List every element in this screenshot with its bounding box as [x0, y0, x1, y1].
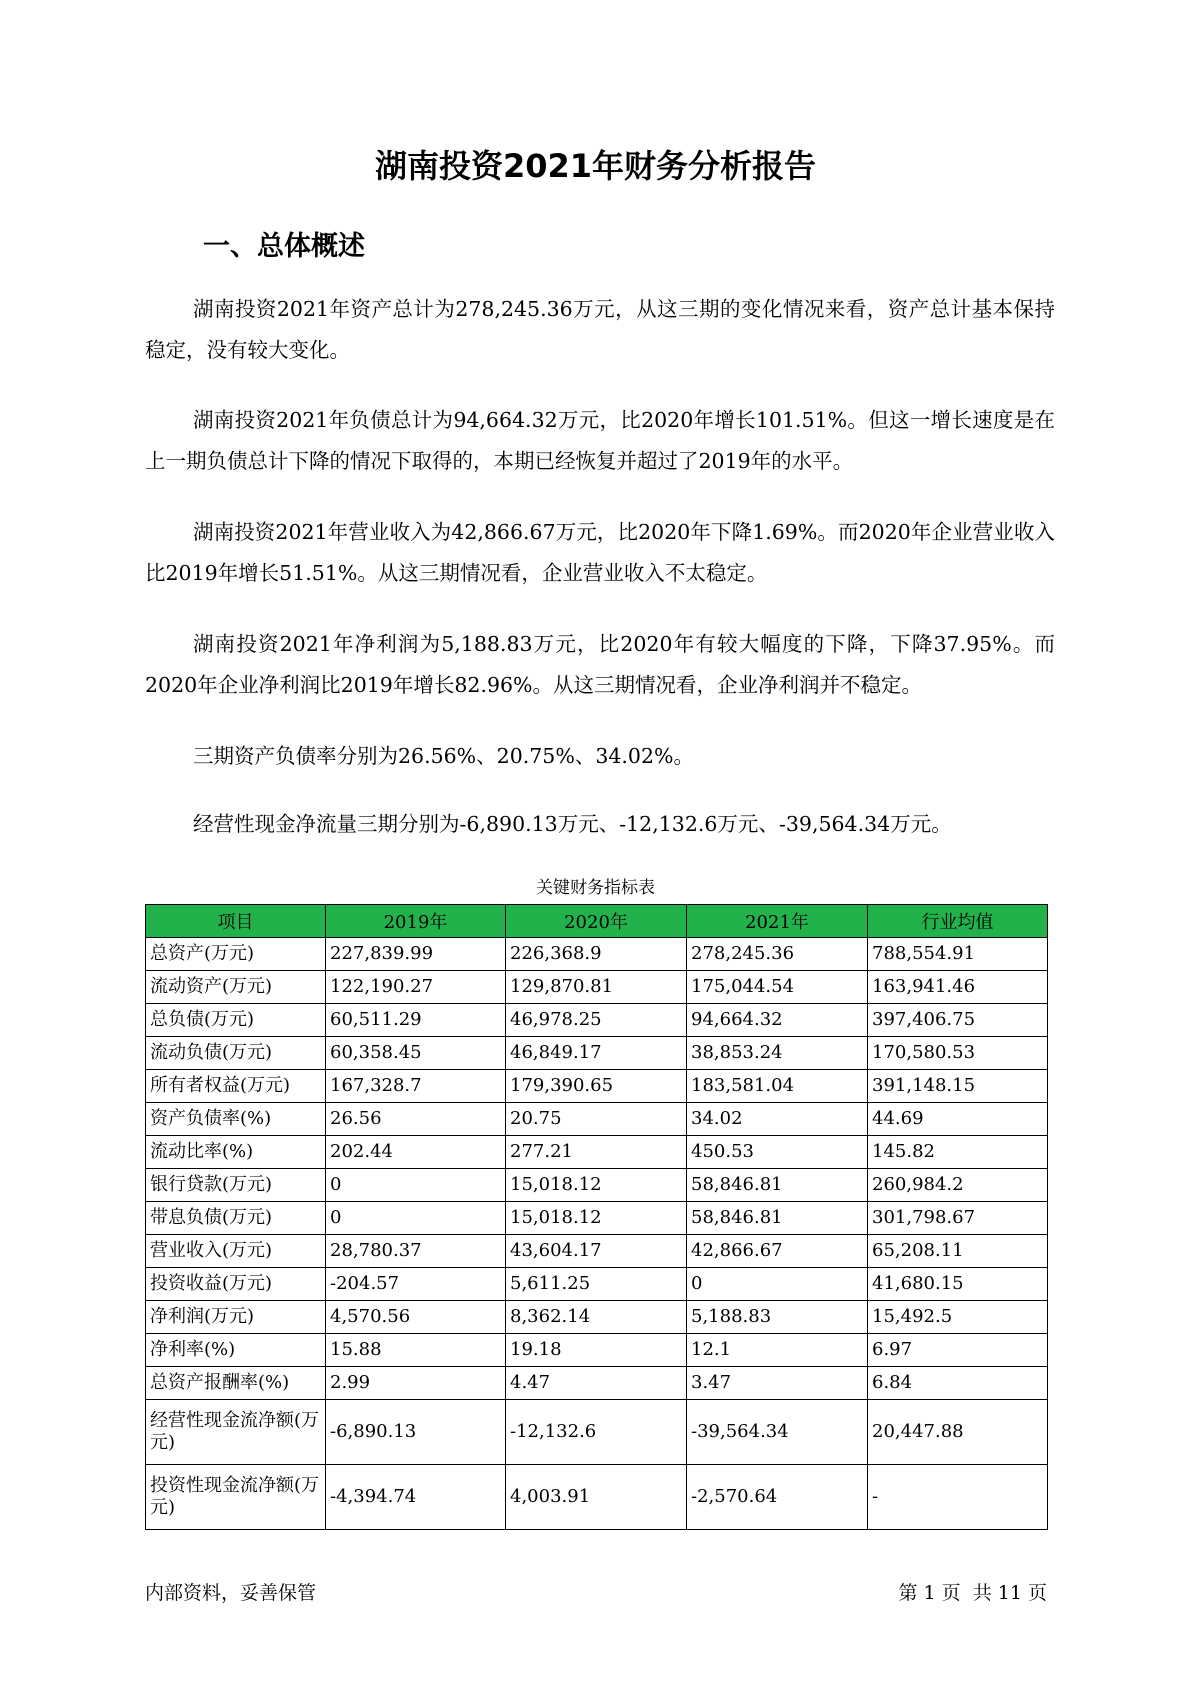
cell-industry-average: 6.97 [868, 1334, 1048, 1367]
cell-industry-average: 41,680.15 [868, 1268, 1048, 1301]
table-row [146, 1004, 1048, 1037]
header-2021: 2021年 [687, 905, 868, 938]
table-row [146, 1334, 1048, 1367]
cell-2020: 15,018.12 [506, 1169, 687, 1202]
row-label: 资产负债率(%) [146, 1103, 326, 1136]
cell-2020: 226,368.9 [506, 938, 687, 971]
header-item: 项目 [146, 905, 326, 938]
cell-2021: 450.53 [687, 1136, 868, 1169]
cell-industry-average: 6.84 [868, 1367, 1048, 1400]
cell-2019: 167,328.7 [326, 1070, 506, 1103]
cell-2020: 4.47 [506, 1367, 687, 1400]
cell-2020: 20.75 [506, 1103, 687, 1136]
page-title: 湖南投资2021年财务分析报告 [374, 147, 817, 185]
cell-2021: -39,564.34 [687, 1400, 868, 1465]
row-label: 营业收入(万元) [146, 1235, 326, 1268]
cell-industry-average: 145.82 [868, 1136, 1048, 1169]
row-label: 所有者权益(万元) [146, 1070, 326, 1103]
cell-industry-average: 15,492.5 [868, 1301, 1048, 1334]
table-row [146, 1103, 1048, 1136]
financial-indicators-table [145, 904, 1048, 1530]
cell-industry-average: 260,984.2 [868, 1169, 1048, 1202]
cell-2020: 19.18 [506, 1334, 687, 1367]
row-label: 总资产报酬率(%) [146, 1367, 326, 1400]
table-row [146, 1367, 1048, 1400]
table-row [146, 971, 1048, 1004]
cell-2021: 278,245.36 [687, 938, 868, 971]
cell-2019: 26.56 [326, 1103, 506, 1136]
cell-2021: 58,846.81 [687, 1202, 868, 1235]
cell-2021: 58,846.81 [687, 1169, 868, 1202]
header-2020: 2020年 [506, 905, 687, 938]
cell-2019: 122,190.27 [326, 971, 506, 1004]
cell-2020: 4,003.91 [506, 1465, 687, 1530]
footer-confidential-note: 内部资料，妥善保管 [145, 1582, 317, 1604]
row-label: 流动资产(万元) [146, 971, 326, 1004]
cell-2020: 5,611.25 [506, 1268, 687, 1301]
cell-industry-average: 301,798.67 [868, 1202, 1048, 1235]
cell-2021: -2,570.64 [687, 1465, 868, 1530]
paragraph-total-assets: 湖南投资2021年资产总计为278,245.36万元，从这三期的变化情况来看，资产总计基本保持稳定，没有较大变化。 [145, 297, 1055, 362]
header-2019: 2019年 [326, 905, 506, 938]
table-row [146, 1037, 1048, 1070]
row-label: 净利润(万元) [146, 1301, 326, 1334]
row-label: 投资性现金流净额(万元) [146, 1465, 326, 1530]
cell-2021: 12.1 [687, 1334, 868, 1367]
cell-2019: 2.99 [326, 1367, 506, 1400]
cell-2020: 15,018.12 [506, 1202, 687, 1235]
row-label: 经营性现金流净额(万元) [146, 1400, 326, 1465]
row-label: 投资收益(万元) [146, 1268, 326, 1301]
cell-2019: 60,358.45 [326, 1037, 506, 1070]
cell-2020: -12,132.6 [506, 1400, 687, 1465]
cell-2019: -204.57 [326, 1268, 506, 1301]
cell-2019: 0 [326, 1202, 506, 1235]
paragraph-net-profit: 湖南投资2021年净利润为5,188.83万元，比2020年有较大幅度的下降，下降37.95%。而2020年企业净利润比2019年增长82.96%。从这三期情况看，企业净利润并不稳定。 [145, 632, 1055, 697]
cell-2019: 0 [326, 1169, 506, 1202]
row-label: 流动负债(万元) [146, 1037, 326, 1070]
table-row [146, 1268, 1048, 1301]
cell-industry-average: - [868, 1465, 1048, 1530]
table-row [146, 938, 1048, 971]
row-label: 净利率(%) [146, 1334, 326, 1367]
cell-2019: 28,780.37 [326, 1235, 506, 1268]
cell-industry-average: 65,208.11 [868, 1235, 1048, 1268]
cell-2021: 183,581.04 [687, 1070, 868, 1103]
cell-industry-average: 170,580.53 [868, 1037, 1048, 1070]
cell-2020: 8,362.14 [506, 1301, 687, 1334]
cell-2019: 15.88 [326, 1334, 506, 1367]
table-row [146, 1202, 1048, 1235]
cell-2019: 60,511.29 [326, 1004, 506, 1037]
row-label: 银行贷款(万元) [146, 1169, 326, 1202]
cell-2019: -4,394.74 [326, 1465, 506, 1530]
footer-page-number: 第 1 页 共 11 页 [898, 1582, 1047, 1604]
cell-2021: 175,044.54 [687, 971, 868, 1004]
row-label: 流动比率(%) [146, 1136, 326, 1169]
cell-2020: 179,390.65 [506, 1070, 687, 1103]
cell-industry-average: 20,447.88 [868, 1400, 1048, 1465]
cell-industry-average: 44.69 [868, 1103, 1048, 1136]
cell-2021: 94,664.32 [687, 1004, 868, 1037]
cell-2020: 277.21 [506, 1136, 687, 1169]
cell-industry-average: 397,406.75 [868, 1004, 1048, 1037]
cell-2021: 3.47 [687, 1367, 868, 1400]
paragraph-debt-ratio: 三期资产负债率分别为26.56%、20.75%、34.02%。 [193, 744, 694, 768]
cell-2021: 42,866.67 [687, 1235, 868, 1268]
cell-2021: 38,853.24 [687, 1037, 868, 1070]
header-industry-average: 行业均值 [868, 905, 1048, 938]
cell-2019: 202.44 [326, 1136, 506, 1169]
row-label: 总负债(万元) [146, 1004, 326, 1037]
cell-2019: -6,890.13 [326, 1400, 506, 1465]
paragraph-total-liabilities: 湖南投资2021年负债总计为94,664.32万元，比2020年增长101.51%。但这一增长速度是在上一期负债总计下降的情况下取得的，本期已经恢复并超过了2019年的水平。 [145, 408, 1055, 473]
cell-2021: 0 [687, 1268, 868, 1301]
cell-2021: 5,188.83 [687, 1301, 868, 1334]
cell-2019: 4,570.56 [326, 1301, 506, 1334]
cell-industry-average: 163,941.46 [868, 971, 1048, 1004]
cell-2019: 227,839.99 [326, 938, 506, 971]
table-row [146, 1400, 1048, 1465]
table-caption: 关键财务指标表 [536, 878, 655, 898]
table-row [146, 1136, 1048, 1169]
section-heading: 一、总体概述 [203, 231, 365, 262]
cell-2021: 34.02 [687, 1103, 868, 1136]
cell-industry-average: 391,148.15 [868, 1070, 1048, 1103]
table-row [146, 1070, 1048, 1103]
table-row [146, 1235, 1048, 1268]
paragraph-operating-cashflow: 经营性现金净流量三期分别为-6,890.13万元、-12,132.6万元、-39,564.34万元。 [193, 812, 952, 836]
table-header-row [146, 905, 1048, 938]
cell-industry-average: 788,554.91 [868, 938, 1048, 971]
cell-2020: 43,604.17 [506, 1235, 687, 1268]
table-row [146, 1169, 1048, 1202]
cell-2020: 46,849.17 [506, 1037, 687, 1070]
row-label: 带息负债(万元) [146, 1202, 326, 1235]
table-row [146, 1301, 1048, 1334]
cell-2020: 46,978.25 [506, 1004, 687, 1037]
paragraph-revenue: 湖南投资2021年营业收入为42,866.67万元，比2020年下降1.69%。而2020年企业营业收入比2019年增长51.51%。从这三期情况看，企业营业收入不太稳定。 [145, 520, 1055, 585]
row-label: 总资产(万元) [146, 938, 326, 971]
cell-2020: 129,870.81 [506, 971, 687, 1004]
table-row [146, 1465, 1048, 1530]
